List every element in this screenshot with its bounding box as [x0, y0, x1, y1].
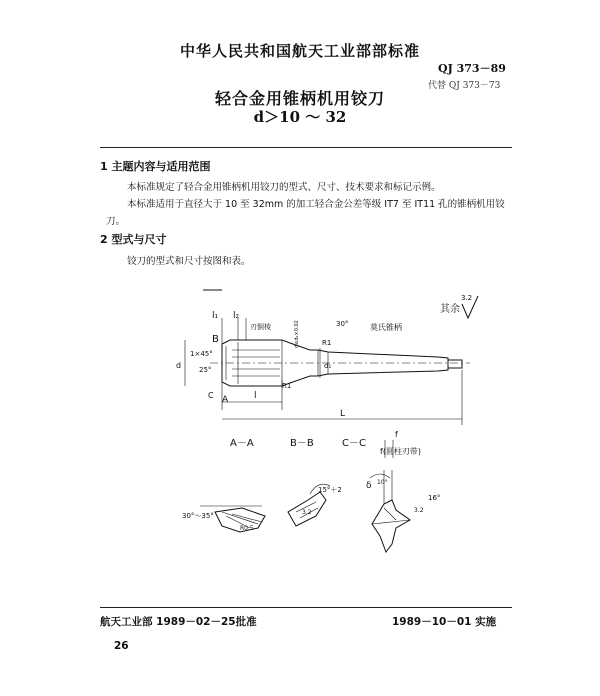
label-R1-bottom: R1	[282, 382, 292, 390]
label-d1: d₁	[324, 362, 332, 370]
section1-para2: 本标准适用于直径大于 10 至 32mm 的加工轻合金公差等级 IT7 至 IT11 孔的锥柄机用铰	[127, 199, 505, 210]
standard-number: QJ 373－89	[438, 62, 506, 75]
label-l2: l₂	[233, 311, 240, 321]
roughness-value: 3.2	[461, 294, 473, 302]
label-angle-b: 15°＋2	[318, 486, 342, 494]
approval-date: 航天工业部 1989－02－25批准	[100, 616, 257, 628]
section-cc-drawing	[370, 470, 410, 552]
label-f: f	[395, 430, 398, 439]
section2-para1: 铰刀的型式和尺寸按图和表。	[127, 256, 251, 267]
section-aa-title: A－A	[230, 438, 254, 449]
section1-para1: 本标准规定了轻合金用锥柄机用铰刀的型式、尺寸、技术要求和标记示例。	[127, 182, 441, 193]
standard-org: 中华人民共和国航天工业部部标准	[179, 42, 420, 60]
footer-divider	[100, 607, 512, 608]
label-B: B	[212, 334, 219, 345]
section1-para2-cont: 刀。	[106, 216, 126, 227]
label-f-note: f(圆柱刃带)	[380, 447, 422, 456]
label-l: l	[254, 391, 257, 401]
label-A: A	[222, 395, 229, 405]
label-rough-a: R0.5	[240, 525, 254, 532]
label-angle-a: 30°～35°	[182, 512, 214, 520]
reamer-drawing	[0, 270, 600, 590]
label-delta: δ	[366, 481, 372, 491]
label-R1-top: R1	[322, 339, 332, 347]
label-angle30: 30°	[336, 320, 349, 328]
reamer-body	[210, 340, 470, 386]
label-angle-b2: 3.2	[302, 509, 312, 516]
section1-heading: 1 主题内容与适用范围	[100, 160, 211, 173]
implementation-date: 1989－10－01 实施	[392, 616, 497, 628]
label-l1: l₁	[212, 311, 219, 321]
section2-heading: 2 型式与尺寸	[100, 233, 167, 246]
label-morse: 莫氏锥柄	[370, 323, 402, 332]
label-angle-c2: 16°	[428, 494, 441, 502]
label-1x45: 1×45°	[190, 350, 213, 358]
replaces-standard: 代替 QJ 373－73	[428, 81, 501, 91]
page-number: 26	[114, 640, 129, 652]
header-divider	[100, 147, 512, 148]
label-rough-c: 3.2	[414, 507, 424, 514]
section-bb-title: B－B	[290, 438, 314, 449]
section-cc-title: C－C	[342, 438, 366, 449]
label-d: d	[176, 361, 182, 370]
label-C: C	[208, 391, 214, 400]
label-taper: 25°	[199, 366, 212, 374]
doc-title-range: d＞10 ～ 32	[253, 108, 347, 126]
label-neck: 刃倒棱	[250, 323, 271, 331]
label-tolerance: d≤d₁×0.02	[294, 320, 300, 348]
label-angle-c1: 10°	[377, 479, 388, 486]
label-L: L	[340, 409, 346, 419]
roughness-note: 其余	[440, 304, 460, 315]
doc-title: 轻合金用锥柄机用铰刀	[214, 89, 385, 108]
